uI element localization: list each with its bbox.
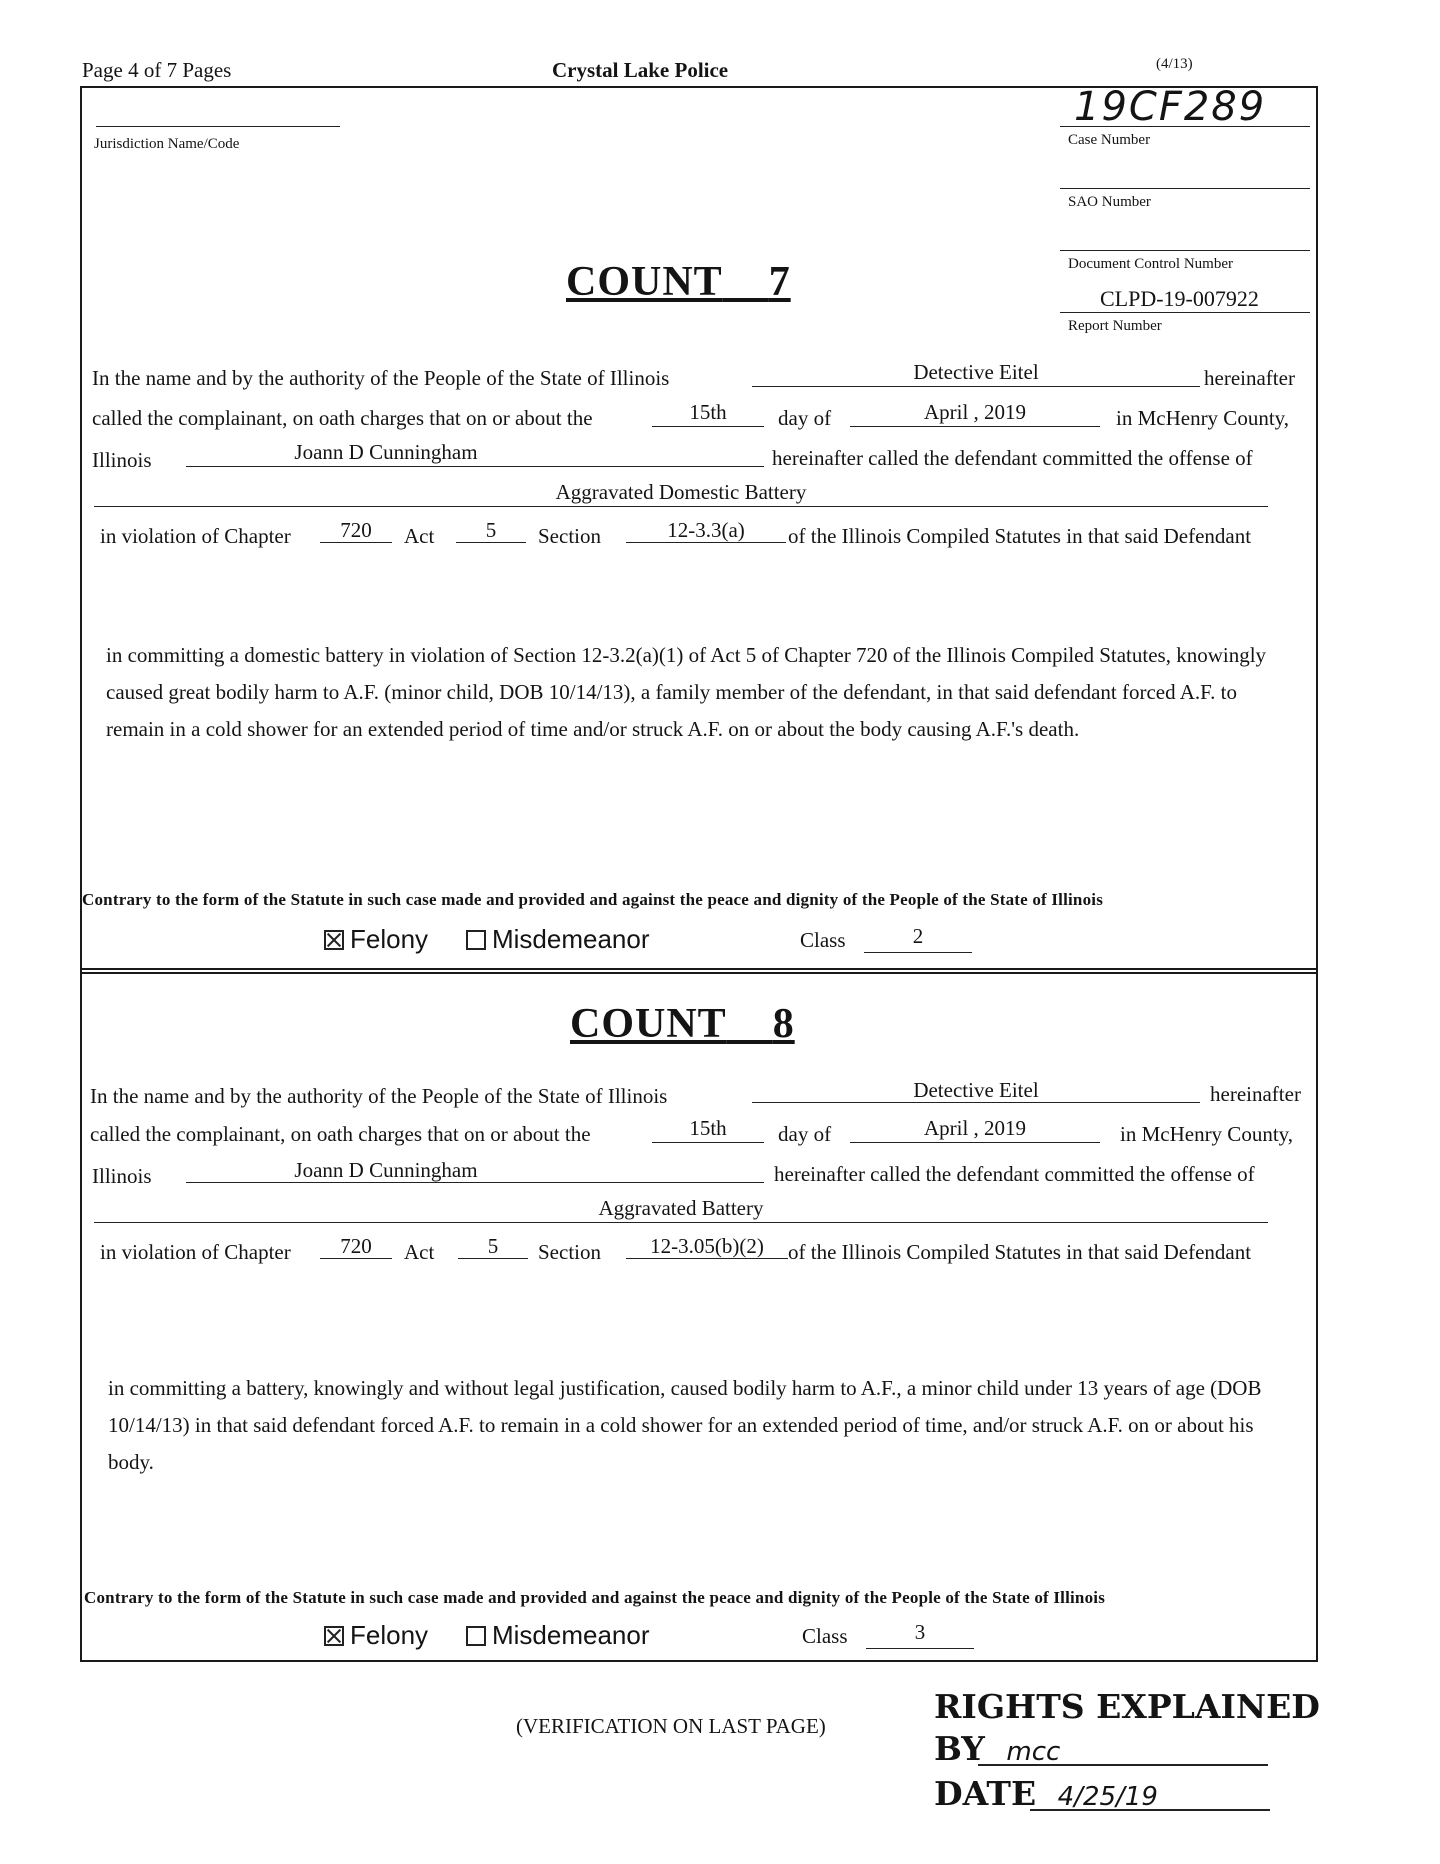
- count-7-month-year: April , 2019: [923, 400, 1027, 424]
- count-7-title: [566, 258, 791, 306]
- count-7-offense: Aggravated Domestic Battery: [555, 480, 807, 504]
- count-8-section: 12-3.05(b)(2): [650, 1234, 764, 1258]
- count-8-county: in McHenry County,: [1120, 1122, 1294, 1146]
- case-number-line: [1060, 126, 1310, 127]
- count-8-class-value: 3: [914, 1620, 926, 1644]
- count-8-day: 15th: [689, 1116, 727, 1140]
- jurisdiction-label: Jurisdiction Name/Code: [94, 136, 240, 152]
- count-8-offense-line: [94, 1222, 1268, 1223]
- case-number-value: 19CF289: [1074, 84, 1267, 130]
- count-7-act: 5: [485, 518, 497, 542]
- count-8-intro: In the name and by the authority of the People of the State of Illinois: [90, 1084, 668, 1108]
- count-8-offense: Aggravated Battery: [598, 1196, 764, 1220]
- count-8-called-text: called the complainant, on oath charges that on or about the: [90, 1122, 591, 1146]
- rights-by-initials: mcc: [1006, 1737, 1061, 1767]
- count-7-felony-label: Felony: [350, 924, 429, 954]
- count-7-class-label: Class: [800, 928, 846, 952]
- count-8-day-line: [652, 1142, 764, 1143]
- count-7-title-word: COUNT: [566, 259, 723, 305]
- count-8-felony-checkbox[interactable]: [324, 1620, 428, 1651]
- count-8-contrary: Contrary to the form of the Statute in such case made and provided and against the peace and dignity of the People of the State of Illinois: [84, 1588, 1106, 1607]
- count-7-misdemeanor-checkbox[interactable]: [466, 924, 650, 955]
- count-7-intro: In the name and by the authority of the People of the State of Illinois: [92, 366, 670, 390]
- checked-box-icon: [324, 930, 344, 950]
- count-8-chapter: 720: [340, 1234, 372, 1258]
- count-7-hereinafter: hereinafter: [1204, 366, 1295, 390]
- rights-by-row: [934, 1728, 1320, 1773]
- rights-date-line: [1030, 1809, 1270, 1811]
- count-7-complainant-line: [752, 386, 1200, 387]
- report-number-line: [1060, 312, 1310, 313]
- count-7-day-line: [652, 426, 764, 427]
- count-7-class-value: 2: [912, 924, 924, 948]
- report-number-value: CLPD-19-007922: [1100, 286, 1259, 311]
- count-8-misdemeanor-checkbox[interactable]: [466, 1620, 650, 1651]
- rights-title: RIGHTS EXPLAINED: [934, 1687, 1320, 1726]
- count-7-misdemeanor-label: Misdemeanor: [492, 924, 650, 954]
- count-7-state: Illinois: [92, 448, 152, 472]
- count-8-felony-label: Felony: [350, 1620, 429, 1650]
- count-8-offense-intro: hereinafter called the defendant committed the offense of: [774, 1162, 1255, 1186]
- empty-box-icon: [466, 930, 486, 950]
- count-7-county: in McHenry County,: [1116, 406, 1290, 430]
- case-number-label: Case Number: [1068, 132, 1151, 148]
- count-8-title: [570, 1000, 795, 1048]
- count-8-violation-label: in violation of Chapter: [100, 1240, 291, 1264]
- count-divider: [80, 968, 1318, 974]
- count-7-number: 7: [768, 259, 791, 305]
- page-label: Page 4 of 7 Pages: [82, 58, 232, 82]
- form-revision: (4/13): [1156, 56, 1193, 72]
- sao-number-label: SAO Number: [1068, 194, 1151, 210]
- rights-date-value: 4/25/19: [1057, 1782, 1158, 1812]
- rights-by-line: [978, 1764, 1268, 1766]
- count-7-statute-text: of the Illinois Compiled Statutes in that said Defendant: [788, 524, 1252, 548]
- count-8-class-label: Class: [802, 1624, 848, 1648]
- checked-box-icon: [324, 1626, 344, 1646]
- count-7-act-label: Act: [404, 524, 435, 548]
- rights-by-label: BY: [934, 1729, 985, 1768]
- jurisdiction-line: [96, 126, 340, 127]
- verification-note: (VERIFICATION ON LAST PAGE): [516, 1714, 826, 1738]
- count-8-title-word: COUNT: [570, 1001, 727, 1047]
- count-8-statute-text: of the Illinois Compiled Statutes in that said Defendant: [788, 1240, 1252, 1264]
- count-7-defendant-line: [186, 466, 764, 467]
- rights-date-row: [934, 1773, 1320, 1818]
- doc-control-label: Document Control Number: [1068, 256, 1233, 272]
- count-8-section-label: Section: [538, 1240, 601, 1264]
- empty-box-icon: [466, 1626, 486, 1646]
- count-7-chapter: 720: [340, 518, 372, 542]
- count-7-day-of: day of: [778, 406, 832, 430]
- doc-control-line: [1060, 250, 1310, 251]
- report-number-label: Report Number: [1068, 318, 1162, 334]
- count-7-class-line: [864, 952, 972, 953]
- count-7-felony-checkbox[interactable]: [324, 924, 428, 955]
- count-7-offense-line: [94, 506, 1268, 507]
- count-8-number: 8: [772, 1001, 795, 1047]
- count-8-narrative: in committing a battery, knowingly and without legal justification, caused bodily harm to A.F., a minor child under 13 years of age (DOB 10/14/13) in that said defendant forced A.F. to remain in a cold shower for an extended period of time, and/or struck A.F. on or about his body.: [108, 1376, 1262, 1474]
- rights-date-label: DATE: [934, 1774, 1037, 1813]
- count-8-hereinafter: hereinafter: [1210, 1082, 1301, 1106]
- count-8-misdemeanor-label: Misdemeanor: [492, 1620, 650, 1650]
- sao-number-line: [1060, 188, 1310, 189]
- count-8-month-year: April , 2019: [923, 1116, 1027, 1140]
- count-7-narrative: in committing a domestic battery in violation of Section 12-3.2(a)(1) of Act 5 of Chapter 720 of the Illinois Compiled Statutes, knowingly caused great bodily harm to A.F. (minor child, DOB 10/14/13), a family member of the defendant, in that said defendant forced A.F. to remain in a cold shower for an extended period of time and/or struck A.F. on or about the body causing A.F.'s death.: [106, 643, 1267, 741]
- count-7-called-text: called the complainant, on oath charges that on or about the: [92, 406, 593, 430]
- count-7-defendant: Joann D Cunningham: [294, 440, 478, 464]
- count-7-offense-intro: hereinafter called the defendant committed the offense of: [772, 446, 1253, 470]
- count-8-month-line: [850, 1142, 1100, 1143]
- count-8-day-of: day of: [778, 1122, 832, 1146]
- count-8-complainant: Detective Eitel: [913, 1078, 1039, 1102]
- count-8-state: Illinois: [92, 1164, 152, 1188]
- count-8-act-label: Act: [404, 1240, 435, 1264]
- count-8-defendant: Joann D Cunningham: [294, 1158, 478, 1182]
- count-7-day: 15th: [689, 400, 727, 424]
- count-7-contrary: Contrary to the form of the Statute in such case made and provided and against the peace and dignity of the People of the State of Illinois: [82, 890, 1104, 909]
- count-7-month-line: [850, 426, 1100, 427]
- count-8-act: 5: [487, 1234, 499, 1258]
- count-7-section: 12-3.3(a): [667, 518, 745, 542]
- count-7-complainant: Detective Eitel: [913, 360, 1039, 384]
- count-7-section-label: Section: [538, 524, 601, 548]
- count-8-class-line: [866, 1648, 974, 1649]
- count-7-violation-label: in violation of Chapter: [100, 524, 291, 548]
- rights-explained-stamp: [934, 1686, 1320, 1818]
- agency-name: Crystal Lake Police: [552, 58, 729, 82]
